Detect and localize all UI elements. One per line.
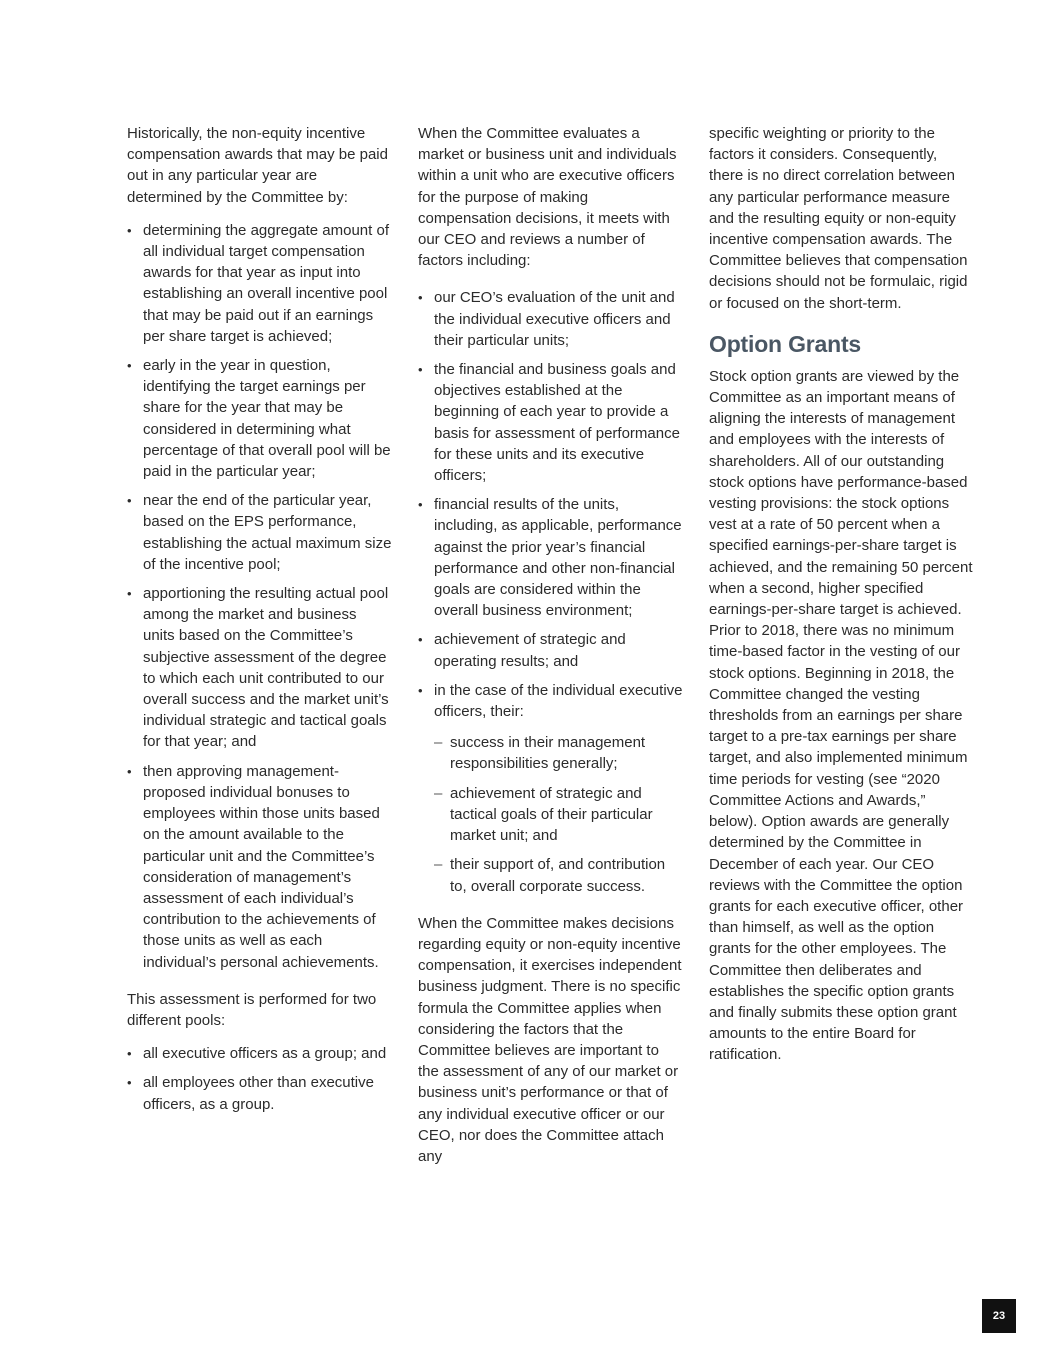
option-grants-paragraph: Stock option grants are viewed by the Committee as an important means of aligning the interests of management and employees with the interests of shareholders. All of our outstanding stock options have performance-based vesting provisions: the stock options vest at a rate of 50 percent when a specified earnings-per-share target is achieved, and the remaining 50 percent when a second, higher specified earnings-per-share target is achieved. Prior to 2018, there was no minimum time-based factor in the vesting of our stock options. Beginning in 2018, the Committee changed the vesting thresholds from an earnings per share target to a pre-tax earnings per share target, and also implemented minimum time periods for vesting (see “2020 Committee Actions and Awards,” below). Option awards are generally determined by the Committee in December of each year. Our CEO reviews with the Committee the option grants for each executive officer, other than himself, as well as the option grants for the other employees. The Committee then deliberates and establishes the specific option grants and finally submits these option grant amounts to the entire Board for ratification. xyxy=(709,367,973,1064)
list-item: • determining the aggregate amount of all individual target compensation awards for that year as input into establishing an overall incentive pool that may be paid out if an earnings per share target is achieved; xyxy=(127,220,392,347)
list-item: – success in their management responsibilities generally; xyxy=(434,732,683,774)
text-column-1 xyxy=(127,123,392,1127)
list-item: • all employees other than executive officers, as a group. xyxy=(127,1072,392,1114)
page-number-badge xyxy=(982,1299,1016,1333)
list-item: • our CEO’s evaluation of the unit and the individual executive officers and their particular units; xyxy=(418,287,683,351)
evaluation-factors-list xyxy=(418,287,683,722)
list-item: • then approving management-proposed individual bonuses to employees within those units based on the amount available to the particular unit and the Committee’s consideration of management’s assessment of each individual’s contribution to the achievements of those units as well as each individual’s personal achievements. xyxy=(127,761,392,973)
individual-factors-sublist xyxy=(418,732,683,896)
pools-list xyxy=(127,1043,392,1115)
list-item: – their support of, and contribution to, overall corporate success. xyxy=(434,854,683,896)
closing-paragraph: When the Committee makes decisions regarding equity or non-equity incentive compensation, it exercises independent business judgment. There is no specific formula the Committee applies when considering the factors that the Committee believes are important to the assessment of any of our market or business unit’s performance or that of any individual executive officer or our CEO, nor does the Committee attach any xyxy=(418,914,682,1165)
list-item: – achievement of strategic and tactical goals of their particular market unit; and xyxy=(434,783,683,847)
list-item: • financial results of the units, including, as applicable, performance against the prior year’s financial performance and other non-financial goals are considered within the overall business environment; xyxy=(418,494,683,621)
text-column-2 xyxy=(418,123,683,1179)
list-item: • achievement of strategic and operating results; and xyxy=(418,629,683,671)
list-item: • all executive officers as a group; and xyxy=(127,1043,392,1064)
list-item: • near the end of the particular year, based on the EPS performance, establishing the actual maximum size of the incentive pool; xyxy=(127,490,392,575)
text-column-3 xyxy=(709,123,974,1078)
intro-paragraph: Historically, the non-equity incentive compensation awards that may be paid out in any particular year are determined by the Committee by: xyxy=(127,125,388,206)
option-grants-heading: Option Grants xyxy=(709,330,862,357)
list-item: • the financial and business goals and objectives established at the beginning of each year to provide a basis for assessment of performance for these units and its executive officers; xyxy=(418,359,683,486)
page-number: 23 xyxy=(992,1310,1006,1322)
list-item: • early in the year in question, identifying the target earnings per share for the year that may be considered in determining what percentage of that overall pool will be paid in the particular year; xyxy=(127,355,392,482)
list-item-text: in the case of the individual executive officers, their: xyxy=(434,681,683,721)
evaluation-intro-paragraph: When the Committee evaluates a market or business unit and individuals within a unit who are executive officers for the purpose of making compensation decisions, it meets with our CEO and reviews a number of factors including: xyxy=(418,125,677,270)
pools-intro-paragraph: This assessment is performed for two different pools: xyxy=(127,990,377,1029)
list-item: • apportioning the resulting actual pool among the market and business units based on the Committee’s subjective assessment of the degree to which each unit contributed to our overall success and the market unit’s individual strategic and tactical goals for that year; and xyxy=(127,583,392,753)
list-item xyxy=(418,680,683,722)
continuation-paragraph: specific weighting or priority to the factors it considers. Consequently, there is no direct correlation between any particular performance measure and the resulting equity or non-equity incentive compensation awards. The Committee believes that compensation decisions should not be formulaic, rigid or focused on the short-term. xyxy=(709,125,968,312)
award-steps-list xyxy=(127,220,392,973)
